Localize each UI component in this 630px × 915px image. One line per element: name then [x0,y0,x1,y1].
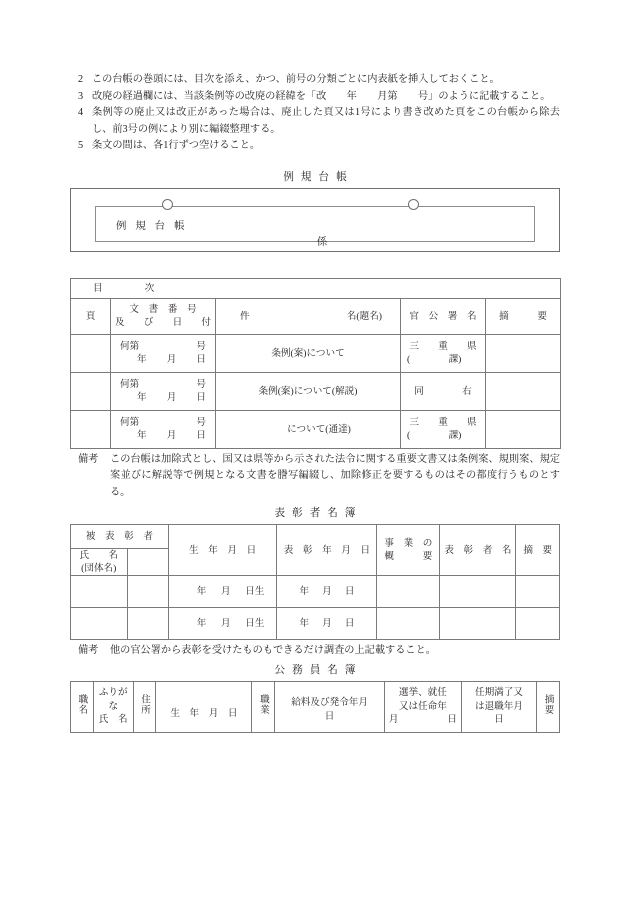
cell-birth-month: 月 [221,618,231,630]
cell-birth-year: 年 [196,618,207,630]
civil-servant-registry-table [70,681,560,733]
cover-sheet-box [70,188,560,252]
cell-remarks [486,372,561,410]
list-item [70,105,560,138]
clause-text: 条例等の廃止又は改正があった場合は、廃止した頁又は1号により書き改めた頁をこの台帳から除去し、前3号の例により別に編綴整理する。 [92,107,560,135]
col-header-expiry-line3: 日 [494,714,504,726]
binding-hole-icon [408,199,419,210]
cell-docnumber-suffix: 号 [196,417,206,429]
list-item [70,72,560,89]
cell-birthdate [168,608,277,640]
cell-docnumber [111,372,216,410]
toc-title-right: 次 [144,282,155,294]
cell-month: 月 [166,392,177,404]
cover-section-label: 係 [316,236,328,248]
note-label: 備考 [78,453,99,465]
cell-awarder [440,576,516,608]
clause-text: この台帳の巻頭には、目次を添え、かつ、前号の分類ごとに内表紙を挿入しておくこと。 [92,74,500,85]
cell-docnumber [111,410,216,448]
col-header-salary-line2: 日 [324,710,335,722]
col-header-election-day: 日 [447,714,457,726]
col-header-honoree-name [71,549,128,576]
cell-office [401,372,486,410]
cell-award-month: 月 [322,618,332,630]
col-header-docnumber [111,298,216,334]
col-header-birthdate-text: 生 年 月 日 [170,707,238,719]
table-row [71,334,561,372]
col-header-election [384,681,461,732]
cell-subject: について(通達) [216,410,401,448]
awards-note [70,643,560,659]
cell-birthdate [168,576,277,608]
awards-registry-table [70,524,560,640]
cell-awarder [440,608,516,640]
clause-number: 2 [78,74,84,85]
cell-birth-year: 年 [196,586,207,598]
cell-award-date [277,576,377,608]
cell-honoree-blank [127,576,168,608]
col-header-remarks: 摘 要 [516,525,560,576]
cell-month: 月 [166,354,177,366]
cell-award-day: 日 [344,586,355,598]
col-header-address-text: 住所 [139,693,151,716]
col-header-subject-left: 件 [240,310,250,322]
cell-docnumber-suffix: 号 [196,341,206,353]
col-header-furigana-line2: な [108,700,119,712]
col-header-outline-line2: 概 要 [384,551,433,563]
cell-docnumber-prefix: 何第 [120,341,140,353]
cell-birth-month: 月 [221,586,231,598]
col-header-honoree-name-line2: (団体名) [81,563,117,575]
cell-outline [377,576,440,608]
col-header-occupation-text: 職業 [257,693,269,716]
cell-birth-day: 日生 [245,586,265,598]
table-row [71,410,561,448]
col-header-remarks: 摘 要 [486,298,561,334]
cell-award-month: 月 [322,586,332,598]
cell-office-line1: 三 重 県 [409,417,477,429]
toc-note [70,452,560,501]
awards-table-title: 表彰者名簿 [274,508,363,520]
cell-honoree-blank [127,608,168,640]
col-header-subject-right: 名(題名) [346,310,382,322]
cell-year: 年 [137,354,147,366]
col-header-office: 官 公 署 名 [401,298,486,334]
col-header-honoree-name-line1: 氏 名 [79,550,118,562]
clause-text: 改廃の経過欄には、当該条例等の改廃の経緯を「改 年 月第 号」のように記載すること。 [92,90,551,102]
col-header-docnumber-line1: 文 書 番 号 [129,304,197,316]
col-header-election-line2: 又は任命年 [398,700,447,712]
toc-title-cell [71,278,561,298]
note-label: 備考 [78,645,99,657]
col-header-remarks-text: 摘要 [542,693,554,716]
note-text: 他の官公署から表彰を受けたものもできるだけ調査の上記載すること。 [110,645,436,657]
cell-award-year: 年 [299,586,310,598]
col-header-post-text: 職名 [76,693,88,716]
col-header-awarder: 表 彰 者 名 [440,525,516,576]
cell-day: 日 [196,430,206,442]
table-row [71,278,561,298]
cell-docnumber-suffix: 号 [196,379,206,391]
col-header-subject [216,298,401,334]
cell-docnumber-prefix: 何第 [120,417,140,429]
cell-year: 年 [137,392,147,404]
col-header-birthdate [156,681,252,732]
cell-honoree-name [71,608,128,640]
cell-subject: 条例(案)について [216,334,401,372]
cell-year: 年 [137,430,147,442]
cell-honoree-name [71,576,128,608]
table-row [71,576,560,608]
cell-office [401,410,486,448]
col-header-honoree-blank [127,549,168,576]
cell-award-day: 日 [344,618,355,630]
col-header-outline [377,525,440,576]
cell-page [71,372,111,410]
cover-title: 例規台帳 [283,171,354,183]
col-header-award-date: 表 彰 年 月 日 [277,525,377,576]
cell-remarks [486,334,561,372]
cell-outline [377,608,440,640]
clause-number: 3 [78,90,84,102]
col-header-outline-line1: 事 業 の [384,538,433,550]
cell-remarks [516,608,560,640]
col-header-salary [275,681,384,732]
cell-award-year: 年 [299,618,310,630]
cell-birth-day: 日生 [245,618,265,630]
col-header-furigana-line1: ふりが [98,687,128,699]
cell-office-line1: 三 重 県 [409,341,477,353]
cell-subject: 条例(案)について(解説) [216,372,401,410]
col-header-election-month: 月 [388,714,399,726]
col-header-furigana-name [93,681,133,732]
col-header-expiry [461,681,536,732]
col-header-honoree: 被 表 彰 者 [71,525,169,549]
list-item [70,138,560,155]
civil-table-title: 公務員名簿 [274,664,363,676]
table-header-row [71,525,560,549]
cell-month: 月 [166,430,177,442]
cell-day: 日 [196,392,206,404]
clause-number: 5 [78,140,84,152]
cover-label: 例規台帳 [116,220,194,232]
cell-office-line2: ( 課) [407,430,462,442]
cell-remarks [516,576,560,608]
cell-award-date [277,608,377,640]
col-header-docnumber-line2: 及 び 日 付 [115,317,211,329]
cell-office-line1: 同 右 [414,385,472,397]
clause-number: 4 [78,107,84,119]
cell-office-line2: ( 課) [407,354,462,366]
col-header-expiry-line1: 任期満了又 [475,687,523,699]
col-header-occupation [252,681,275,732]
col-header-address [133,681,156,732]
cell-docnumber [111,334,216,372]
note-text: この台帳は加除式とし、国又は県等から示された法令に関する重要文書又は条例案、規則案、規定案並びに解説等で例規となる文書を謄写編綴し、加除修正を要するものはその都度行うものとする。 [110,453,560,498]
list-item [70,89,560,106]
col-header-expiry-line2: は退職年月 [475,700,523,712]
col-header-election-line1: 選挙、就任 [398,687,447,699]
cell-office [401,334,486,372]
cell-page [71,410,111,448]
binding-hole-icon [162,199,173,210]
col-header-name-line: 氏 名 [98,714,128,726]
col-header-salary-line1: 給料及び発令年月 [291,697,368,709]
table-row [71,372,561,410]
cover-inner-box [95,206,535,248]
toc-title-left: 目 [93,282,103,294]
col-header-page: 頁 [71,298,111,334]
cell-docnumber-prefix: 何第 [120,379,140,391]
clause-text: 条文の間は、各1行ずつ空けること。 [92,140,261,152]
col-header-remarks [537,681,560,732]
table-header-row [71,298,561,334]
cell-day: 日 [196,354,206,366]
col-header-birthdate: 生 年 月 日 [168,525,277,576]
cell-remarks [486,410,561,448]
table-row [71,608,560,640]
table-of-contents-table [70,278,561,449]
clause-list [70,72,560,155]
col-header-post [71,681,94,732]
table-header-row [71,681,560,732]
cell-page [71,334,111,372]
